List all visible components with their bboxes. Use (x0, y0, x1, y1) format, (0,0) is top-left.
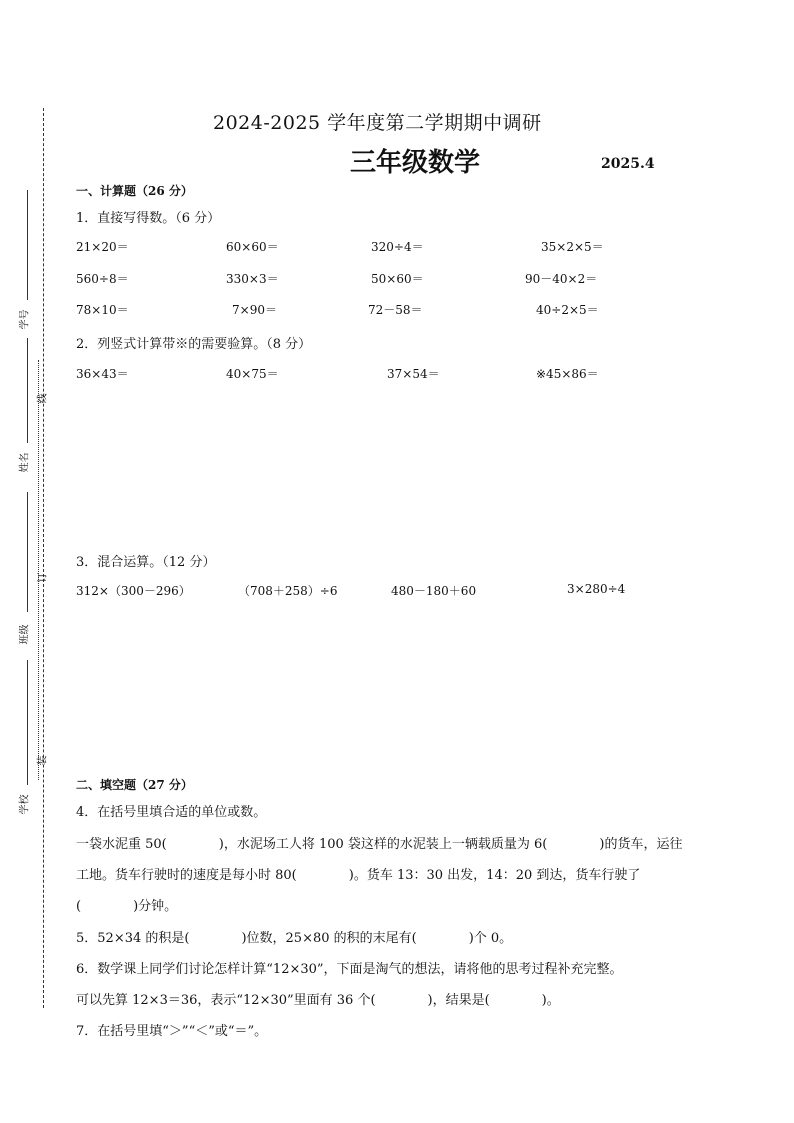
section2-title: 二、填空题（27 分） (76, 778, 193, 792)
q5-text: 5．52×34 的积是( )位数，25×80 的积的末尾有( )个 0。 (76, 931, 513, 946)
q1-item: 330×3＝ (226, 272, 279, 286)
student-id-underline (27, 190, 28, 300)
student-id-label: 学号 (19, 309, 31, 330)
q4-line3: ( )分钟。 (76, 899, 178, 914)
q3-item: 312×（300－296） (76, 584, 191, 598)
q3-item: （708＋258）÷6 (238, 584, 338, 598)
binding-dashed-line-outer (43, 108, 44, 1008)
q7-text: 7．在括号里填“＞”“＜”或“＝”。 (76, 1024, 268, 1039)
exam-date: 2025.4 (601, 156, 655, 172)
section1-title: 一、计算题（26 分） (76, 184, 193, 198)
class-underline (27, 492, 28, 612)
q3-item: 480－180＋60 (391, 584, 477, 598)
q1-item: 50×60＝ (371, 272, 424, 286)
q1-item: 320÷4＝ (371, 240, 424, 254)
q1-item: 78×10＝ (76, 303, 129, 317)
q1-title: 1．直接写得数。（6 分） (76, 211, 221, 226)
binding-dashed-line-inner (38, 360, 39, 780)
school-underline (27, 660, 28, 785)
q1-item: 560÷8＝ (76, 272, 129, 286)
q2-item: 40×75＝ (226, 367, 279, 381)
class-label: 班级 (19, 624, 31, 645)
q2-item: 37×54＝ (387, 367, 440, 381)
q3-title: 3．混合运算。（12 分） (76, 555, 216, 570)
q2-item: ※45×86＝ (536, 367, 599, 381)
q4-title: 4．在括号里填合适的单位或数。 (76, 805, 267, 820)
binding-mark-bind: 装 (37, 755, 49, 766)
binding-mark-line: 线 (37, 393, 49, 404)
exam-title: 2024-2025 学年度第二学期期中调研 (213, 112, 542, 134)
q1-item: 40÷2×5＝ (536, 303, 599, 317)
q4-line1: 一袋水泥重 50( )，水泥场工人将 100 袋这样的水泥装上一辆载质量为 6( )的货车，运往 (76, 837, 683, 852)
q6-line2: 可以先算 12×3＝36，表示“12×30”里面有 36 个( )，结果是( )。 (76, 993, 560, 1008)
q1-item: 72－58＝ (368, 303, 423, 317)
q1-item: 90－40×2＝ (525, 272, 598, 286)
q3-item: 3×280÷4 (567, 582, 626, 596)
binding-mark-staple: 订 (37, 572, 49, 583)
q2-item: 36×43＝ (76, 367, 129, 381)
name-label: 姓名 (19, 452, 31, 473)
q4-line2: 工地。货车行驶时的速度是每小时 80( )。货车 13：30 出发，14：20 到达，货车行驶了 (76, 868, 641, 883)
q1-item: 60×60＝ (226, 240, 279, 254)
q6-line1: 6．数学课上同学们讨论怎样计算“12×30”，下面是淘气的想法，请将他的思考过程补充完整。 (76, 962, 623, 977)
q1-item: 7×90＝ (232, 303, 277, 317)
exam-subject: 三年级数学 (350, 148, 481, 178)
q2-title: 2．列竖式计算带※的需要验算。（8 分） (76, 337, 312, 352)
q1-item: 21×20＝ (76, 240, 129, 254)
q1-item: 35×2×5＝ (541, 240, 604, 254)
name-underline (27, 338, 28, 443)
school-label: 学校 (19, 794, 31, 815)
